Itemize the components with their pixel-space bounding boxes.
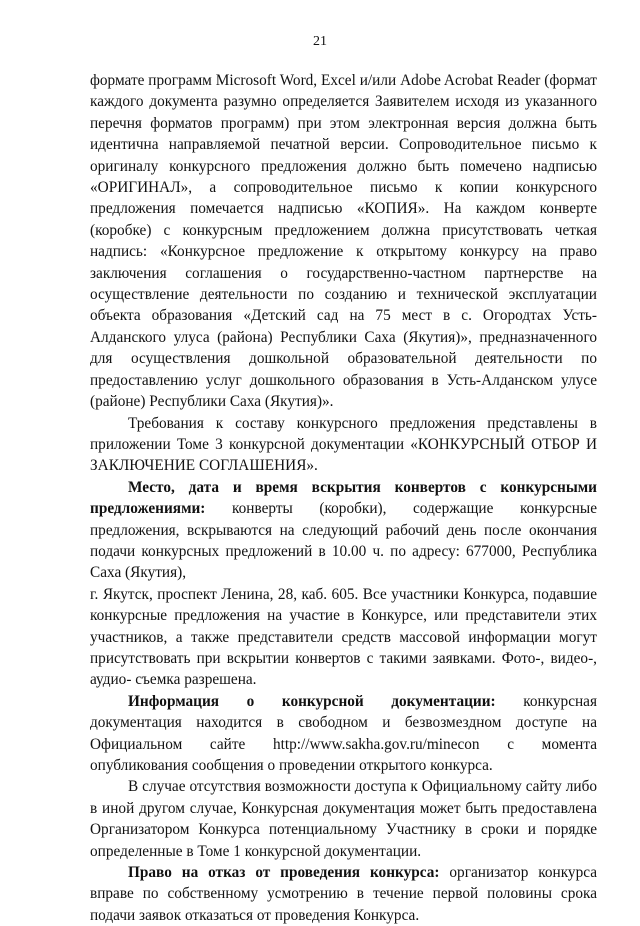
documentation-info-text: конкурсная документация находится в свободном и безвозмездном доступе на Официальном сайте http://www.sakha.gov.ru/minecon с момента опубликования сообщения о проведении открытого конкурса.	[90, 692, 597, 774]
document-body	[90, 70, 597, 926]
right-to-refuse-text: организатор конкурса вправе по собственному усмотрению в течение первой половины срока подачи заявок отказаться от проведения Конкурса.	[90, 864, 597, 924]
heading-right-to-refuse: Право на отказ от проведения конкурса:	[128, 864, 440, 882]
paragraph-documentation-info	[90, 691, 597, 777]
page-number: 21	[313, 34, 327, 49]
opening-envelopes-text: конверты (коробки), содержащие конкурсные предложения, вскрываются на следующий рабочий день после окончания подачи конкурсных предложений в 10.00 ч. по адресу: 677000, Республика Саха (Якутия),	[90, 500, 597, 582]
paragraph-right-to-refuse	[90, 862, 597, 926]
paragraph-envelope-requirements: формате программ Microsoft Word, Excel и/или Adobe Acrobat Reader (формат каждого документа разумно определяется Заявителем исходя из указанного перечня форматов программ) при этом электронная версия должна быть идентична направляемой печатной версии. Сопроводительное письмо к оригиналу конкурсного предложения должно быть помечено надписью «ОРИГИНАЛ», а сопроводительное письмо к копии конкурсного предложения помечается надписью «КОПИЯ». На каждом конверте (коробке) с конкурсным предложением должна присутствовать четкая надпись: «Конкурсное предложение к открытому конкурсу на право заключения соглашения о государственно-частном партнерстве на осуществление деятельности по созданию и технической эксплуатации объекта образования «Детский сад на 75 мест в с. Огородтах Усть-Алданского улуса (района) Республики Саха (Якутия)», предназначенного для осуществления дошкольной образовательной деятельности по предоставлению услуг дошкольного образования в Усть-Алданском улусе (районе) Республики Саха (Якутия)».	[90, 72, 597, 411]
paragraph-no-access: В случае отсутствия возможности доступа к Официальному сайту либо в иной другом случае, Конкурсная документация может быть предоставлена Организатором Конкурса потенциальному Участнику в сроки и порядке определенные в Томе 1 конкурсной документации.	[90, 778, 597, 860]
paragraph-opening-envelopes-cont: г. Якутск, проспект Ленина, 28, каб. 605. Все участники Конкурса, подавшие конкурсные предложения на участие в Конкурсе, или представители этих участников, а также представители средств массовой информации могут присутствовать при вскрытии конвертов с такими заявками. Фото-, видео-, аудио- съемка разрешена.	[90, 585, 597, 689]
heading-documentation-info: Информация о конкурсной документации:	[128, 692, 496, 710]
paragraph-proposal-composition: Требования к составу конкурсного предложения представлены в приложении Томе 3 конкурсной документации «КОНКУРСНЫЙ ОТБОР И ЗАКЛЮЧЕНИЕ СОГЛАШЕНИЯ».	[90, 414, 597, 475]
heading-opening-envelopes: Место, дата и время вскрытия конвертов с конкурсными предложениями:	[90, 478, 597, 518]
paragraph-opening-envelopes	[90, 477, 597, 584]
